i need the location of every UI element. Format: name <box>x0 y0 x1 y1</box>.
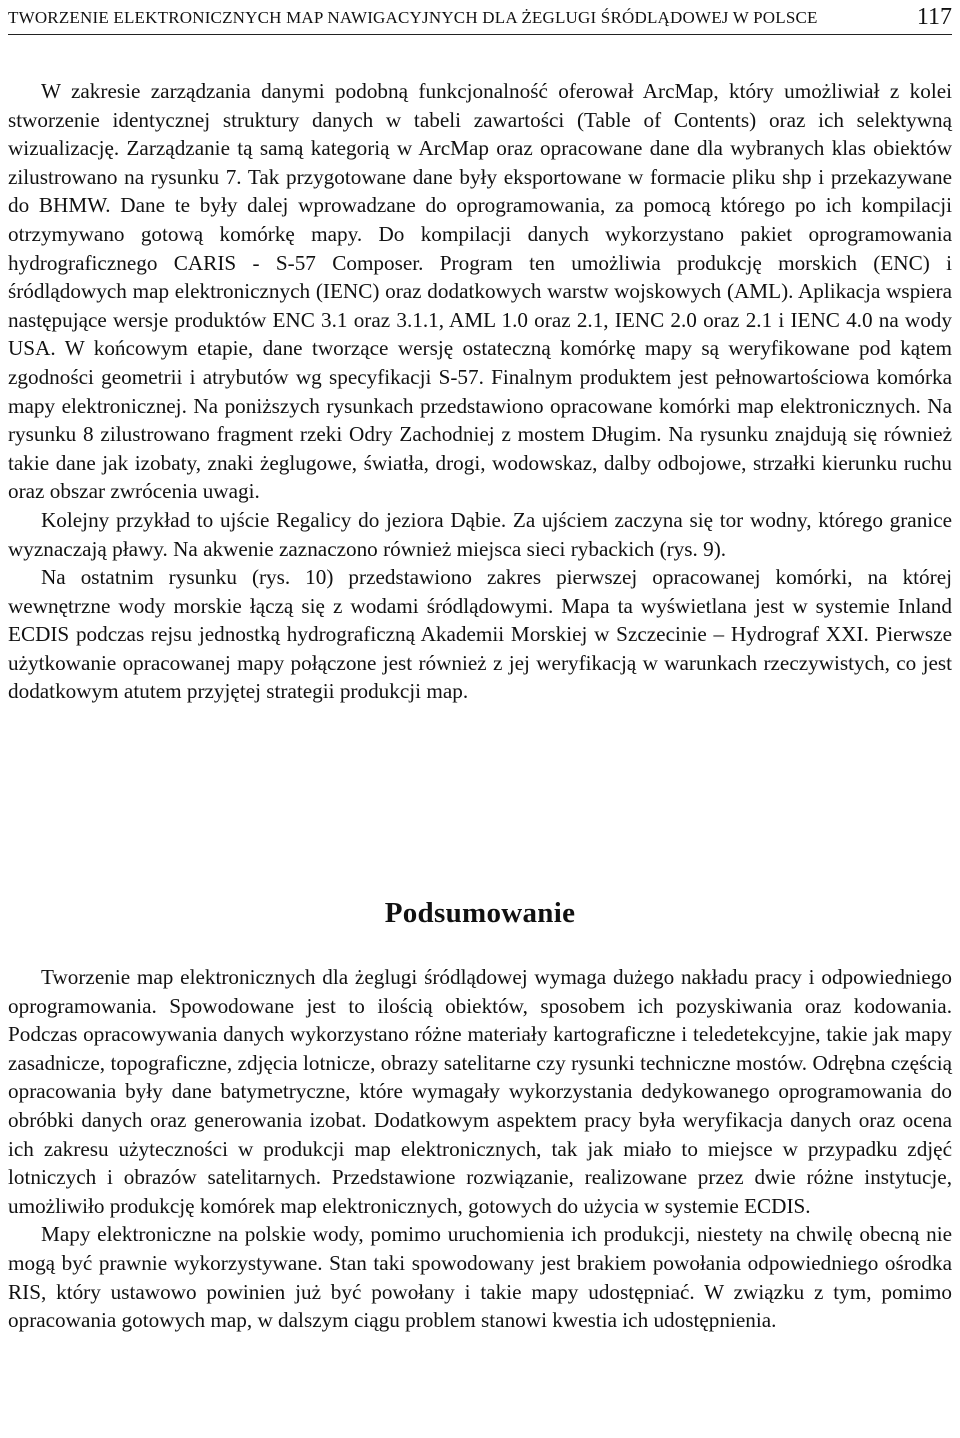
paragraph: W zakresie zarządzania danymi podobną funkcjonalność oferował ArcMap, który umożliwiał z kolei stworzenie identycznej struktury danych w tabeli zawartości (Table of Contents) oraz ich selektywną wizualizację. Zarządzanie tą samą kategorią w ArcMap oraz opracowane dane dla wybranych klas obiektów zilustrowano na rysunku 7. Tak przygotowane dane były eksportowane w formacie pliku shp i przekazywane do BHMW. Dane te były dalej wprowadzane do oprogramowania, za pomocą którego po ich kompilacji otrzymywano gotową komórkę mapy. Do kompilacji danych wykorzystano pakiet oprogramowania hydrograficznego CARIS - S-57 Composer. Program ten umożliwia produkcję morskich (ENC) i śródlądowych map elektronicznych (IENC) oraz dodatkowych warstw wojskowych (AML). Aplikacja wspiera następujące wersje produktów ENC 3.1 oraz 3.1.1, AML 1.0 oraz 2.1, IENC 2.0 oraz 2.1 i IENC 4.0 na wody USA. W końcowym etapie, dane tworzące wersję ostateczną komórkę mapy są weryfikowane pod kątem zgodności geometrii i atrybutów wg specyfikacji S-57. Finalnym produktem jest pełnowartościowa komórka mapy elektronicznej. Na poniższych rysunkach przedstawiono opracowane komórki map elektronicznych. Na rysunku 8 zilustrowano fragment rzeki Odry Zachodniej z mostem Długim. Na rysunku znajdują się również takie dane jak izobaty, znaki żeglugowe, światła, drogi, wodowskaz, dalby odbojowe, strzałki kierunku ruchu oraz obszar zwrócenia uwagi. <box>8 79 952 504</box>
section-body <box>8 77 952 706</box>
paragraph: Tworzenie map elektronicznych dla żeglugi śródlądowej wymaga dużego nakładu pracy i odpowiedniego oprogramowania. Spowodowane jest to ilością obiektów, sposobem ich pozyskiwania oraz kodowania. Podczas opracowywania danych wykorzystano różne materiały kartograficzne i teledetekcyjne, takie jak mapy zasadnicze, topograficzne, zdjęcia lotnicze, obrazy satelitarne czy rysunki techniczne mostów. Odrębna częścią opracowania były dane batymetryczne, które wymagały wykorzystania dedykowanego oprogramowania do obróbki danych oraz generowania izobat. Dodatkowym aspektem pracy była weryfikacja danych oraz ocena ich zakresu użyteczności w produkcji map elektronicznych, tak jak miało to miejsce w przypadku zdjęć lotniczych i obrazów satelitarnych. Przedstawione rozwiązanie, realizowane przez dwie różne instytucje, umożliwiło produkcję komórek map elektronicznych, gotowych do użycia w systemie ECDIS. <box>8 965 952 1218</box>
paragraph: Kolejny przykład to ujście Regalicy do jeziora Dąbie. Za ujściem zaczyna się tor wodny, którego granice wyznaczają pławy. Na akwenie zaznaczono również miejsca sieci rybackich (rys. 9). <box>8 507 952 561</box>
summary-body <box>8 963 952 1335</box>
running-header <box>8 4 952 35</box>
section-heading-summary: Podsumowanie <box>384 897 576 929</box>
paragraph: Na ostatnim rysunku (rys. 10) przedstawiono zakres pierwszej opracowanej komórki, na której wewnętrzne wody morskie łączą się z wodami śródlądowymi. Mapa ta wyświetlana jest w systemie Inland ECDIS podczas rejsu jednostką hydrograficzną Akademii Morskiej w Szczecinie – Hydrograf XXI. Pierwsze użytkowanie opracowanej mapy połączone jest również z jej weryfikacją w warunkach rzeczywistych, co jest dodatkowym atutem przyjętej strategii produkcji map. <box>8 565 952 704</box>
paragraph: Mapy elektroniczne na polskie wody, pomimo uruchomienia ich produkcji, niestety na chwilę obecną nie mogą być prawnie wykorzystywane. Stan taki spowodowany jest brakiem powołania odpowiedniego ośrodka RIS, który ustawowo powinien już być powołany i takie mapy udostępniać. W związku z tym, pomimo opracowania gotowych map, w dalszym ciągu problem stanowi kwestia ich udostępnienia. <box>8 1222 952 1333</box>
running-title: TWORZENIE ELEKTRONICZNYCH MAP NAWIGACYJNYCH DLA ŻEGLUGI ŚRÓDLĄDOWEJ W POLSCE <box>8 8 818 27</box>
page-number: 117 <box>916 4 952 30</box>
